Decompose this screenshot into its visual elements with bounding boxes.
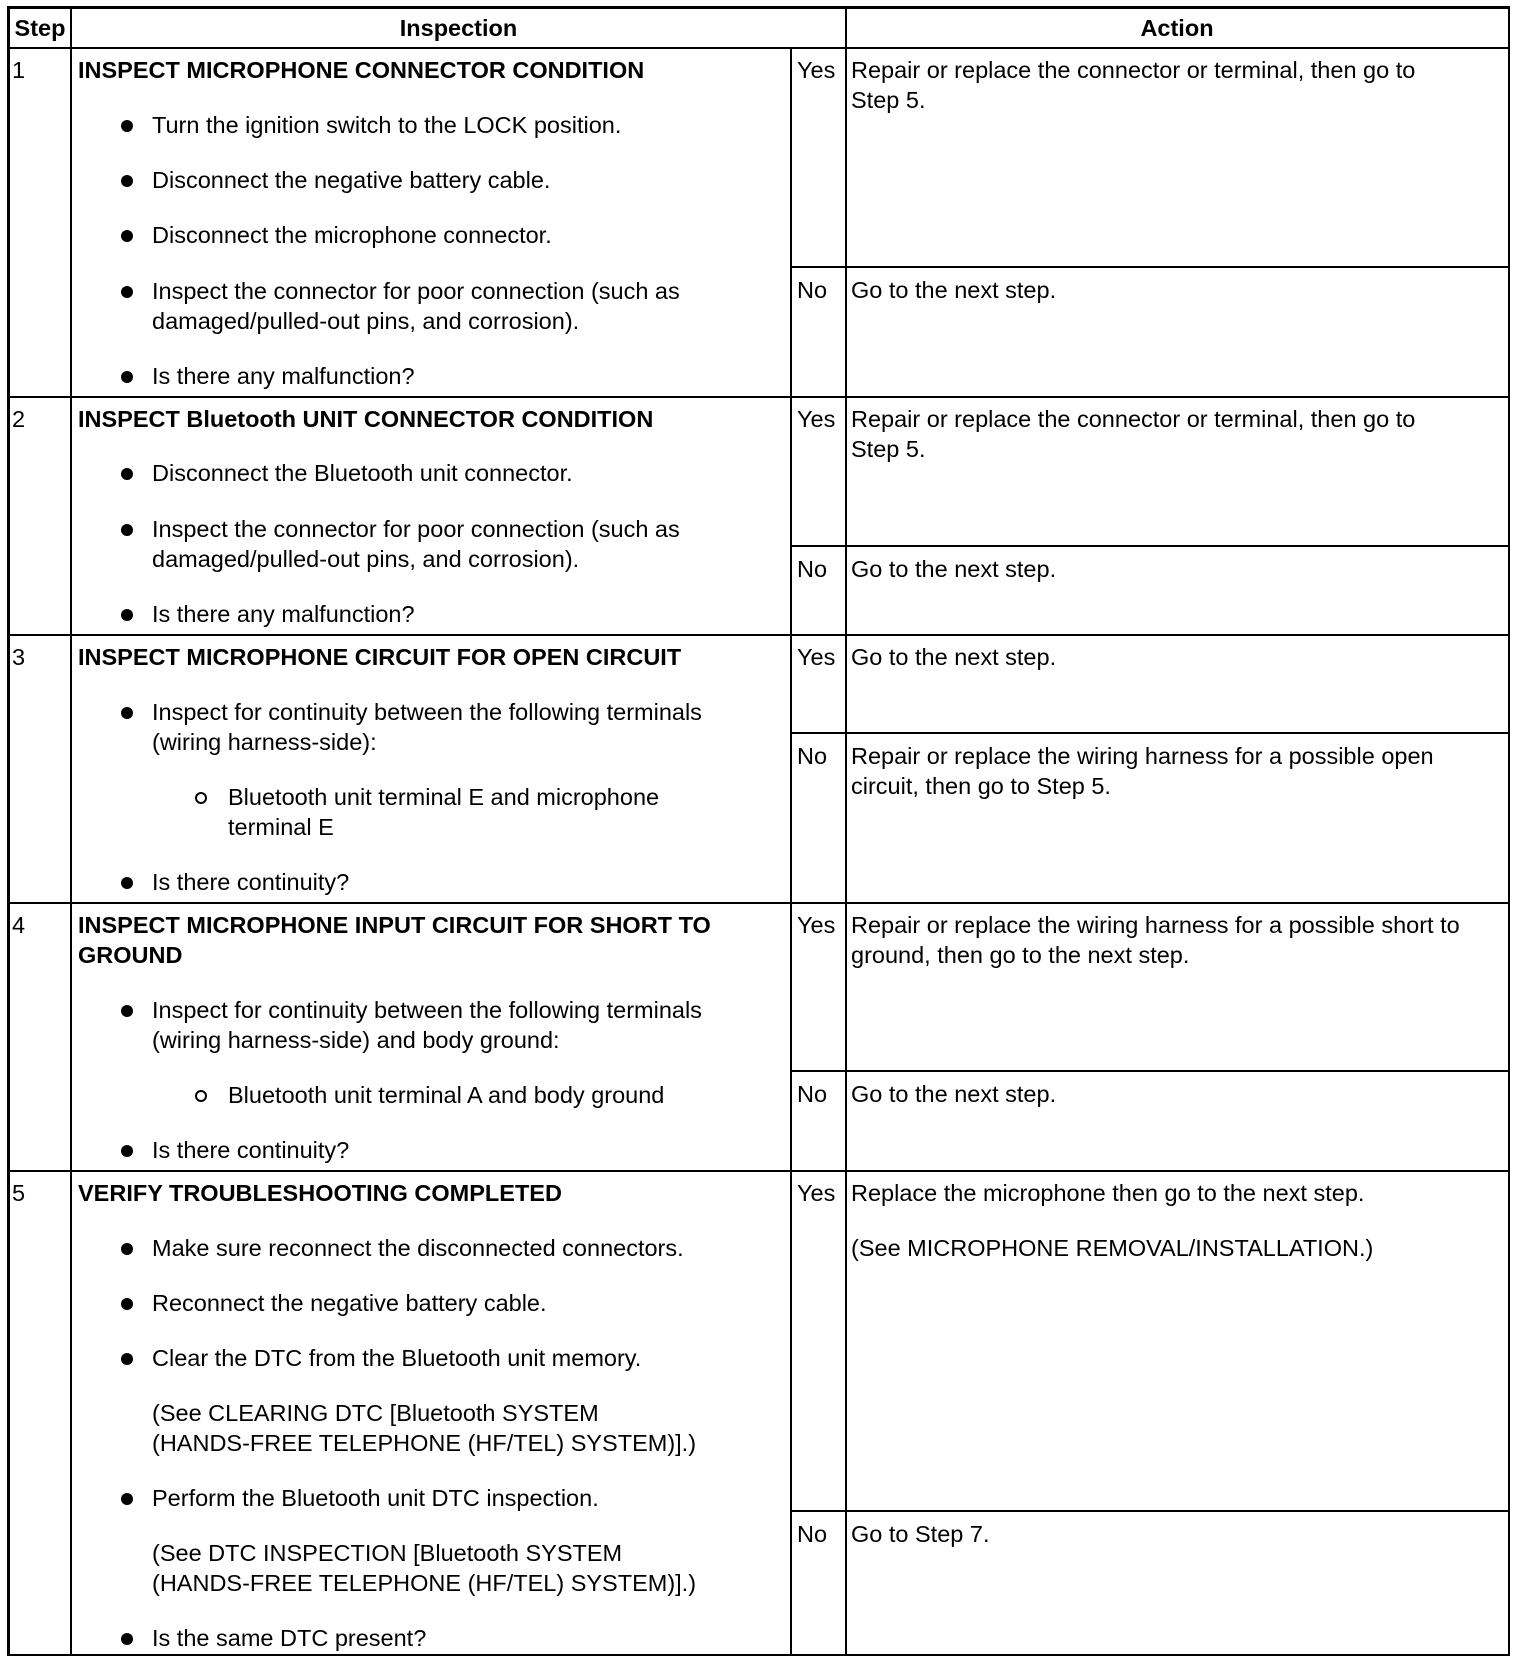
- no-label: No: [797, 1081, 828, 1107]
- bullet-text: Is there any malfunction?: [152, 363, 415, 389]
- header-divider: [7, 47, 1510, 49]
- no-action: Go to the next step.: [851, 556, 1057, 582]
- bullet-text-cont: (wiring harness-side):: [152, 729, 377, 755]
- step-title: INSPECT MICROPHONE CONNECTOR CONDITION: [78, 57, 645, 83]
- yes-action: Go to the next step.: [851, 644, 1057, 670]
- step-number: 2: [12, 406, 26, 432]
- step-title: VERIFY TROUBLESHOOTING COMPLETED: [78, 1180, 562, 1206]
- no-label: No: [797, 277, 828, 303]
- yes-label: Yes: [797, 912, 836, 938]
- sub-bullet-icon: [195, 1090, 207, 1102]
- sub-bullet-text: Bluetooth unit terminal A and body ground: [228, 1082, 665, 1108]
- yes-action: Replace the microphone then go to the next step.: [851, 1180, 1365, 1206]
- bullet-text: Is there any malfunction?: [152, 601, 415, 627]
- yesno-divider-2: [790, 545, 1510, 547]
- step-number: 4: [12, 912, 26, 938]
- bullet-text-cont: damaged/pulled-out pins, and corrosion).: [152, 546, 580, 572]
- bullet-icon: [121, 175, 133, 187]
- bullet-text-cont: (wiring harness-side) and body ground:: [152, 1027, 560, 1053]
- bullet-text: Inspect the connector for poor connection (such as: [152, 516, 680, 542]
- row-divider-3: [7, 902, 1510, 904]
- bullet-text: Perform the Bluetooth unit DTC inspection.: [152, 1485, 599, 1511]
- yes-label: Yes: [797, 644, 836, 670]
- yes-label: Yes: [797, 57, 836, 83]
- reference-text: (See CLEARING DTC [Bluetooth SYSTEM: [152, 1400, 599, 1426]
- reference-text-cont: (HANDS-FREE TELEPHONE (HF/TEL) SYSTEM)].): [152, 1430, 697, 1456]
- yes-action: Repair or replace the connector or terminal, then go to: [851, 57, 1416, 83]
- bullet-icon: [121, 524, 133, 536]
- no-action: Go to Step 7.: [851, 1521, 990, 1547]
- no-label: No: [797, 1521, 828, 1547]
- header-inspection: Inspection: [399, 15, 518, 41]
- bullet-text: Is the same DTC present?: [152, 1625, 427, 1651]
- bullet-icon: [121, 286, 133, 298]
- no-action-cont: circuit, then go to Step 5.: [851, 773, 1111, 799]
- bullet-text: Disconnect the Bluetooth unit connector.: [152, 460, 573, 486]
- bullet-text: Is there continuity?: [152, 869, 350, 895]
- yesno-divider-4: [790, 1070, 1510, 1072]
- row-divider-4: [7, 1170, 1510, 1172]
- bullet-icon: [121, 230, 133, 242]
- bullet-text: Inspect the connector for poor connection (such as: [152, 278, 680, 304]
- no-label: No: [797, 743, 828, 769]
- yesno-divider-5: [790, 1510, 1510, 1512]
- step-title: INSPECT MICROPHONE CIRCUIT FOR OPEN CIRCUIT: [78, 644, 682, 670]
- bullet-icon: [121, 1633, 133, 1645]
- header-step: Step: [14, 15, 66, 41]
- bullet-text: Is there continuity?: [152, 1137, 350, 1163]
- sub-bullet-icon: [195, 792, 207, 804]
- bullet-icon: [121, 120, 133, 132]
- bullet-icon: [121, 1243, 133, 1255]
- yes-action-reference: (See MICROPHONE REMOVAL/INSTALLATION.): [851, 1235, 1374, 1261]
- no-action: Go to the next step.: [851, 1081, 1057, 1107]
- row-divider-2: [7, 634, 1510, 636]
- yesno-divider-1: [790, 266, 1510, 268]
- header-action: Action: [1140, 15, 1214, 41]
- no-label: No: [797, 556, 828, 582]
- step-title: INSPECT Bluetooth UNIT CONNECTOR CONDITION: [78, 406, 654, 432]
- col-divider-yesno: [790, 48, 792, 1656]
- yes-action: Repair or replace the wiring harness for a possible short to: [851, 912, 1460, 938]
- yes-action-cont: Step 5.: [851, 87, 926, 113]
- bullet-icon: [121, 707, 133, 719]
- yes-action-cont: ground, then go to the next step.: [851, 942, 1190, 968]
- bullet-text: Turn the ignition switch to the LOCK position.: [152, 112, 622, 138]
- sub-bullet-text: Bluetooth unit terminal E and microphone: [228, 784, 660, 810]
- sub-bullet-text-cont: terminal E: [228, 814, 334, 840]
- bullet-text: Disconnect the negative battery cable.: [152, 167, 551, 193]
- bullet-text: Inspect for continuity between the following terminals: [152, 997, 702, 1023]
- step-number: 1: [12, 57, 26, 83]
- bullet-icon: [121, 1298, 133, 1310]
- bullet-icon: [121, 1353, 133, 1365]
- bullet-icon: [121, 609, 133, 621]
- row-divider-1: [7, 396, 1510, 398]
- step-number: 5: [12, 1180, 26, 1206]
- yes-label: Yes: [797, 1180, 836, 1206]
- yesno-divider-3: [790, 732, 1510, 734]
- bullet-icon: [121, 371, 133, 383]
- bullet-icon: [121, 1005, 133, 1017]
- reference-text-cont: (HANDS-FREE TELEPHONE (HF/TEL) SYSTEM)].): [152, 1570, 697, 1596]
- bullet-text: Reconnect the negative battery cable.: [152, 1290, 547, 1316]
- no-action: Repair or replace the wiring harness for a possible open: [851, 743, 1434, 769]
- bullet-text: Clear the DTC from the Bluetooth unit memory.: [152, 1345, 642, 1371]
- step-title-cont: GROUND: [78, 942, 183, 968]
- col-divider-action: [845, 6, 847, 1656]
- bullet-icon: [121, 468, 133, 480]
- bullet-text: Make sure reconnect the disconnected connectors.: [152, 1235, 684, 1261]
- yes-label: Yes: [797, 406, 836, 432]
- yes-action: Repair or replace the connector or terminal, then go to: [851, 406, 1416, 432]
- bullet-icon: [121, 877, 133, 889]
- reference-text: (See DTC INSPECTION [Bluetooth SYSTEM: [152, 1540, 623, 1566]
- bullet-text-cont: damaged/pulled-out pins, and corrosion).: [152, 308, 580, 334]
- bullet-text: Inspect for continuity between the following terminals: [152, 699, 702, 725]
- bullet-icon: [121, 1145, 133, 1157]
- bullet-text: Disconnect the microphone connector.: [152, 222, 552, 248]
- col-divider-step: [70, 6, 72, 1656]
- no-action: Go to the next step.: [851, 277, 1057, 303]
- yes-action-cont: Step 5.: [851, 436, 926, 462]
- step-title: INSPECT MICROPHONE INPUT CIRCUIT FOR SHORT TO: [78, 912, 711, 938]
- step-number: 3: [12, 644, 26, 670]
- bullet-icon: [121, 1493, 133, 1505]
